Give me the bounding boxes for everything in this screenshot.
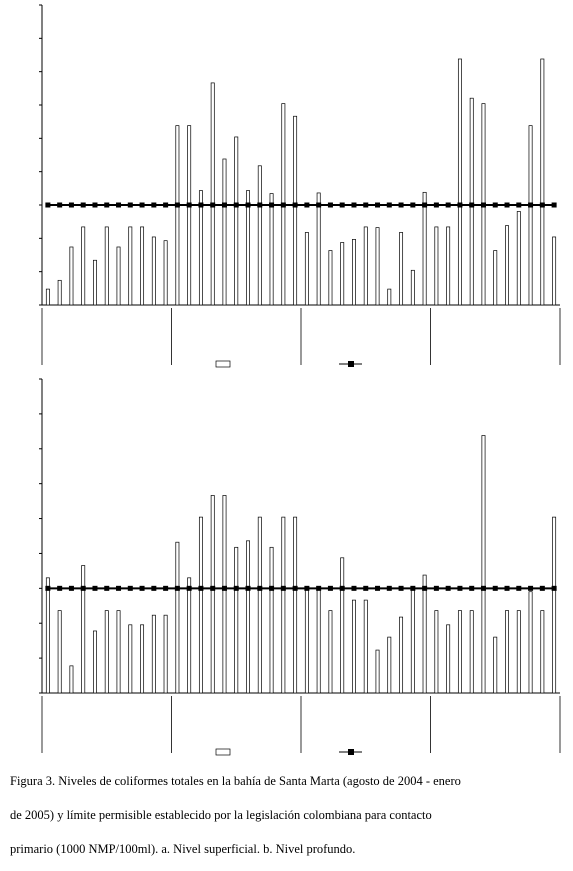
limit-marker: [222, 203, 227, 208]
bar: [82, 227, 85, 305]
bar: [376, 650, 379, 693]
limit-marker: [363, 203, 368, 208]
bar: [458, 59, 461, 305]
bar: [517, 211, 520, 305]
legend-swatch-marker: [348, 361, 354, 367]
limit-marker: [493, 586, 498, 591]
limit-marker: [422, 203, 427, 208]
bar: [399, 617, 402, 693]
limit-marker: [422, 586, 427, 591]
bar: [388, 637, 391, 693]
bar: [70, 666, 73, 693]
limit-marker: [116, 203, 121, 208]
caption-line-1: Figura 3. Niveles de coliformes totales en la bahía de Santa Marta (agosto de 2004 - enero: [10, 774, 461, 788]
bar: [553, 237, 556, 305]
bar: [164, 241, 167, 305]
limit-marker: [175, 586, 180, 591]
limit-marker: [45, 586, 50, 591]
bar: [105, 611, 108, 693]
figure-caption: [10, 764, 540, 866]
limit-marker: [57, 586, 62, 591]
bar: [117, 247, 120, 305]
bar: [376, 228, 379, 305]
limit-marker: [340, 203, 345, 208]
limit-marker: [163, 586, 168, 591]
bar: [494, 637, 497, 693]
bar: [246, 191, 249, 305]
limit-marker: [304, 203, 309, 208]
bar: [435, 611, 438, 693]
limit-marker: [269, 203, 274, 208]
bar: [105, 227, 108, 305]
limit-marker: [257, 586, 262, 591]
limit-marker: [434, 203, 439, 208]
bar: [188, 126, 191, 305]
limit-marker: [222, 586, 227, 591]
bar: [70, 247, 73, 305]
limit-marker: [516, 203, 521, 208]
limit-marker: [45, 203, 50, 208]
limit-marker: [81, 586, 86, 591]
bar: [270, 547, 273, 693]
limit-marker: [92, 586, 97, 591]
limit-marker: [387, 203, 392, 208]
bar: [223, 159, 226, 305]
bar: [129, 625, 132, 693]
limit-marker: [269, 586, 274, 591]
caption-line-2: de 2005) y límite permisible establecido por la legislación colombiana para contacto: [10, 808, 432, 822]
limit-marker: [163, 203, 168, 208]
limit-marker: [399, 203, 404, 208]
limit-marker: [246, 586, 251, 591]
limit-marker: [234, 203, 239, 208]
bar: [435, 227, 438, 305]
bar: [223, 495, 226, 693]
limit-marker: [446, 586, 451, 591]
bar: [352, 600, 355, 693]
bar: [388, 289, 391, 305]
limit-marker: [351, 586, 356, 591]
bar: [317, 193, 320, 305]
limit-marker: [151, 586, 156, 591]
bar: [270, 194, 273, 305]
limit-marker: [493, 203, 498, 208]
bar: [211, 495, 214, 693]
limit-marker: [457, 586, 462, 591]
limit-marker: [69, 586, 74, 591]
limit-marker: [104, 586, 109, 591]
bar: [46, 578, 49, 693]
limit-marker: [128, 586, 133, 591]
bar: [352, 239, 355, 305]
bar: [235, 137, 238, 305]
limit-marker: [316, 586, 321, 591]
limit-marker: [328, 586, 333, 591]
bar: [541, 59, 544, 305]
limit-marker: [140, 586, 145, 591]
limit-marker: [246, 203, 251, 208]
limit-marker: [481, 203, 486, 208]
limit-marker: [293, 586, 298, 591]
bar: [411, 270, 414, 305]
bar: [188, 578, 191, 693]
limit-marker: [198, 203, 203, 208]
bar: [494, 251, 497, 305]
limit-marker: [293, 203, 298, 208]
bar: [364, 227, 367, 305]
limit-marker: [210, 203, 215, 208]
bar: [199, 191, 202, 305]
bar: [258, 166, 261, 305]
bar: [505, 611, 508, 693]
bar: [258, 517, 261, 693]
limit-marker: [528, 586, 533, 591]
limit-marker: [528, 203, 533, 208]
bar: [329, 251, 332, 305]
bar: [529, 126, 532, 305]
limit-marker: [234, 586, 239, 591]
limit-marker: [340, 586, 345, 591]
bar: [341, 242, 344, 305]
bar: [294, 116, 297, 305]
bar: [305, 232, 308, 305]
limit-marker: [281, 203, 286, 208]
bar: [93, 631, 96, 693]
bar: [329, 611, 332, 693]
limit-marker: [198, 586, 203, 591]
bar: [423, 192, 426, 305]
limit-marker: [469, 203, 474, 208]
bar: [447, 625, 450, 693]
bar: [246, 541, 249, 693]
limit-marker: [351, 203, 356, 208]
bar: [140, 227, 143, 305]
limit-marker: [457, 203, 462, 208]
bar: [482, 436, 485, 693]
limit-marker: [505, 586, 510, 591]
bar: [423, 575, 426, 693]
bar: [176, 126, 179, 305]
limit-marker: [410, 586, 415, 591]
bar: [93, 260, 96, 305]
limit-marker: [175, 203, 180, 208]
limit-marker: [552, 586, 557, 591]
limit-marker: [69, 203, 74, 208]
limit-marker: [540, 586, 545, 591]
bar: [152, 615, 155, 693]
bar: [553, 517, 556, 693]
bar: [46, 289, 49, 305]
bar: [211, 83, 214, 305]
chart-superficial: [0, 0, 573, 372]
bar: [399, 232, 402, 305]
bar: [505, 226, 508, 305]
limit-marker: [363, 586, 368, 591]
limit-marker: [187, 586, 192, 591]
limit-marker: [257, 203, 262, 208]
bar: [305, 588, 308, 693]
limit-marker: [316, 203, 321, 208]
legend-swatch-marker: [348, 749, 354, 755]
limit-marker: [375, 586, 380, 591]
limit-marker: [140, 203, 145, 208]
bar: [541, 611, 544, 693]
limit-marker: [540, 203, 545, 208]
limit-marker: [57, 203, 62, 208]
limit-marker: [92, 203, 97, 208]
caption-line-3: primario (1000 NMP/100ml). a. Nivel superficial. b. Nivel profundo.: [10, 842, 356, 856]
bar: [129, 227, 132, 305]
bar: [164, 615, 167, 693]
limit-marker: [481, 586, 486, 591]
limit-marker: [104, 203, 109, 208]
chart-profundo: [0, 372, 573, 762]
bar: [447, 227, 450, 305]
limit-marker: [446, 203, 451, 208]
limit-marker: [210, 586, 215, 591]
limit-marker: [399, 586, 404, 591]
bar: [176, 542, 179, 693]
bar: [235, 547, 238, 693]
limit-marker: [116, 586, 121, 591]
limit-marker: [434, 586, 439, 591]
legend-swatch-bars: [216, 749, 230, 755]
limit-marker: [387, 586, 392, 591]
limit-marker: [410, 203, 415, 208]
bar: [364, 600, 367, 693]
limit-marker: [304, 586, 309, 591]
limit-marker: [187, 203, 192, 208]
limit-marker: [375, 203, 380, 208]
bar: [470, 98, 473, 305]
bar: [458, 611, 461, 693]
bar: [470, 611, 473, 693]
limit-marker: [81, 203, 86, 208]
bar: [341, 558, 344, 693]
bar: [58, 611, 61, 693]
limit-marker: [128, 203, 133, 208]
bar: [317, 588, 320, 693]
limit-marker: [552, 203, 557, 208]
bar: [282, 517, 285, 693]
bar: [294, 517, 297, 693]
bar: [152, 237, 155, 305]
legend-swatch-bars: [216, 361, 230, 367]
limit-marker: [469, 586, 474, 591]
limit-marker: [505, 203, 510, 208]
bar: [82, 566, 85, 693]
limit-marker: [151, 203, 156, 208]
limit-marker: [328, 203, 333, 208]
bar: [58, 280, 61, 305]
bar: [529, 592, 532, 693]
bar: [199, 517, 202, 693]
bar: [140, 625, 143, 693]
limit-marker: [516, 586, 521, 591]
bar: [517, 611, 520, 693]
limit-marker: [281, 586, 286, 591]
bar: [117, 611, 120, 693]
bar: [411, 588, 414, 693]
